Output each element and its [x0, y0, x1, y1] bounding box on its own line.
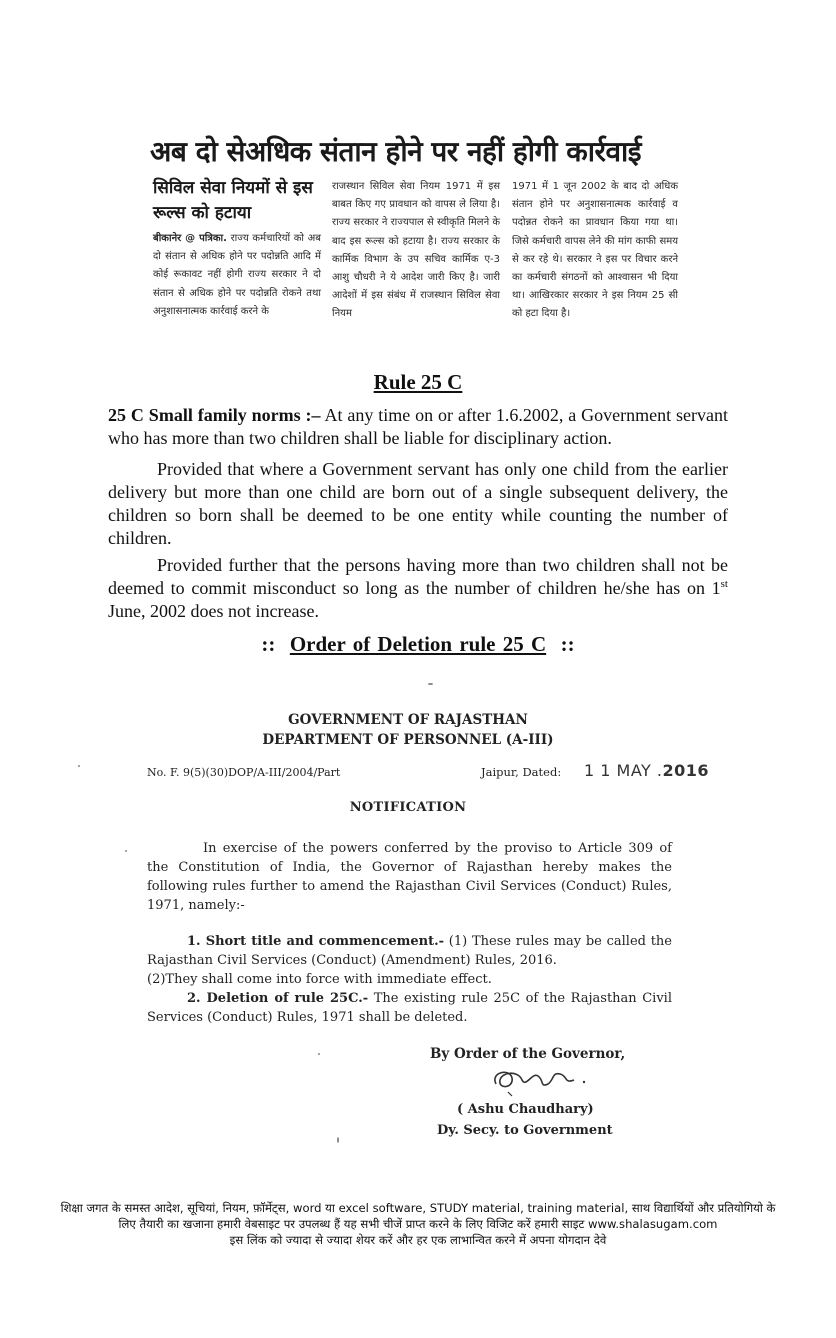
clipping-column-3: 1971 में 1 जून 2002 के बाद दो अधिक संतान होने पर अनुशासनात्मक कार्रवाई व पदोन्नत रोकने का प्रावधान किया गया था। जिसे कर्मचारी वापस लेने की मांग काफी समय से कर रहे थे। सरकार ने इस पर विचार करने का कर्मचारी संगठनों को आश्वासन भी दिया था। आखिरकार सरकार ने इस नियम 25 सी को हटा दिया है। [512, 181, 678, 320]
clipping-column-1-text: राज्य कर्मचारियों को अब दो संतान से अधिक होने पर पदोन्नति आदि में कोई रूकावट नहीं होगी राज्य सरकार ने दो संतान से अधिक होने पर पदोन्नति रोकने तथा अनुशासनात्मक कार्रवाई करने के [153, 233, 321, 317]
footer-line-3: इस लिंक को ज्यादा से ज्यादा शेयर करें और हर एक लाभान्वित करने में अपना योगदान देवे [229, 1233, 607, 1247]
item-1-text-2: (2)They shall come into force with immediate effect. [147, 972, 492, 987]
rule-paragraph-1-text: At any time on or after 1.6.2002, a Government servant who has more than two children shall be liable for disciplinary action. [108, 405, 728, 448]
place-dated: Jaipur, Dated: [481, 765, 562, 779]
date-stamp-year: 2016 [662, 761, 710, 780]
scan-speck [428, 683, 433, 685]
clipping-column-1 [153, 230, 321, 321]
rule-label: 25 C Small family norms :– [108, 405, 321, 425]
footer-text [0, 1200, 836, 1248]
scan-speck [337, 1137, 339, 1143]
rule-title: Rule 25 C [373, 370, 463, 394]
govt-name: GOVERNMENT OF RAJASTHAN [288, 712, 528, 728]
order-prefix: :: [261, 632, 276, 656]
item-1-label: 1. Short title and commencement.- [187, 934, 445, 949]
scan-speck [125, 850, 127, 852]
by-order-line: By Order of the Governor, [430, 1046, 626, 1062]
rule-paragraph-3-text-b: June, 2002 does not increase. [108, 601, 319, 621]
order-title [0, 632, 836, 657]
rule-paragraph-1 [108, 404, 728, 450]
scan-speck [318, 1053, 320, 1055]
item-2-text: The existing rule 25C of the Rajasthan Civil Services (Conduct) Rules, 1971 shall be deleted. [147, 991, 672, 1025]
signature-icon [488, 1058, 598, 1098]
reference-number: No. F. 9(5)(30)DOP/A-III/2004/Part [147, 766, 341, 779]
footer-line-2: लिए तैयारी का खजाना हमारी वेबसाइट पर उपलब्ध हैं यह सभी चीजें प्राप्त करने के लिए विजिट करें हमारी साइट www.shalasugam.com [118, 1217, 718, 1231]
clipping-subheadline: सिविल सेवा नियमों से इस रूल्स को हटाया [153, 178, 313, 223]
clipping-dateline: बीकानेर @ पत्रिका. [153, 233, 227, 244]
notification-paragraph: In exercise of the powers conferred by the proviso to Article 309 of the Constitution of India, the Governor of Rajasthan hereby makes the following rules further to amend the Rajasthan Civil Services (Conduct) Rules, 1971, namely:- [147, 841, 672, 913]
signatory-designation: Dy. Secy. to Government [437, 1123, 613, 1138]
notification-heading: NOTIFICATION [349, 800, 467, 815]
rule-paragraph-3-text-a: Provided further that the persons having more than two children shall not be deemed to commit misconduct so long as the number of children he/she has on 1 [108, 555, 728, 598]
clipping-column-2: राजस्थान सिविल सेवा नियम 1971 में इस बाबत किए गए प्रावधान को वापस ले लिया है। राज्य सरकार ने राज्यपाल से स्वीकृति मिलने के बाद इस रूल्स को हटाया है। राज्य सरकार के कार्मिक विभाग के उप सचिव कार्मिक ए-3 आशु चौधरी ने ये आदेश जारी किए है। जारी आदेशों में इस संबंध में राजस्थान सिविल सेवा नियम [332, 181, 500, 320]
order-suffix: :: [560, 632, 575, 656]
govt-header [0, 710, 816, 750]
notification-item-1 [147, 932, 672, 989]
order-title-text: Order of Deletion rule 25 C [289, 632, 547, 656]
clipping-headline: अब दो सेअधिक संतान होने पर नहीं होगी कार्रवाई [150, 135, 642, 168]
rule-paragraph-2: Provided that where a Government servant has only one child from the earlier delivery but more than one child are born out of a single subsequent delivery, the children so born shall be deemed to be one entity while counting the number of children. [108, 459, 728, 548]
date-stamp-day-month: 1 1 MAY . [584, 761, 663, 780]
department-name: DEPARTMENT OF PERSONNEL (A-III) [262, 732, 554, 748]
rule-paragraph-3 [108, 554, 728, 623]
item-1-text: (1) These rules may be called the Rajasthan Civil Services (Conduct) (Amendment) Rules, 2016. [147, 934, 673, 968]
signatory-name: ( Ashu Chaudhary) [457, 1102, 594, 1117]
date-stamp [584, 761, 709, 780]
scan-speck [78, 765, 80, 767]
item-2-label: 2. Deletion of rule 25C.- [187, 991, 369, 1006]
rule-paragraph-3-sup: st [720, 578, 728, 590]
footer-line-1: शिक्षा जगत के समस्त आदेश, सूचियां, नियम, फ़ॉर्मेट्स, word या excel software, STUDY material, training material, साथ विद्यार्थियों और प्रतियोगियो के [60, 1201, 776, 1215]
notification-item-2 [147, 989, 672, 1027]
